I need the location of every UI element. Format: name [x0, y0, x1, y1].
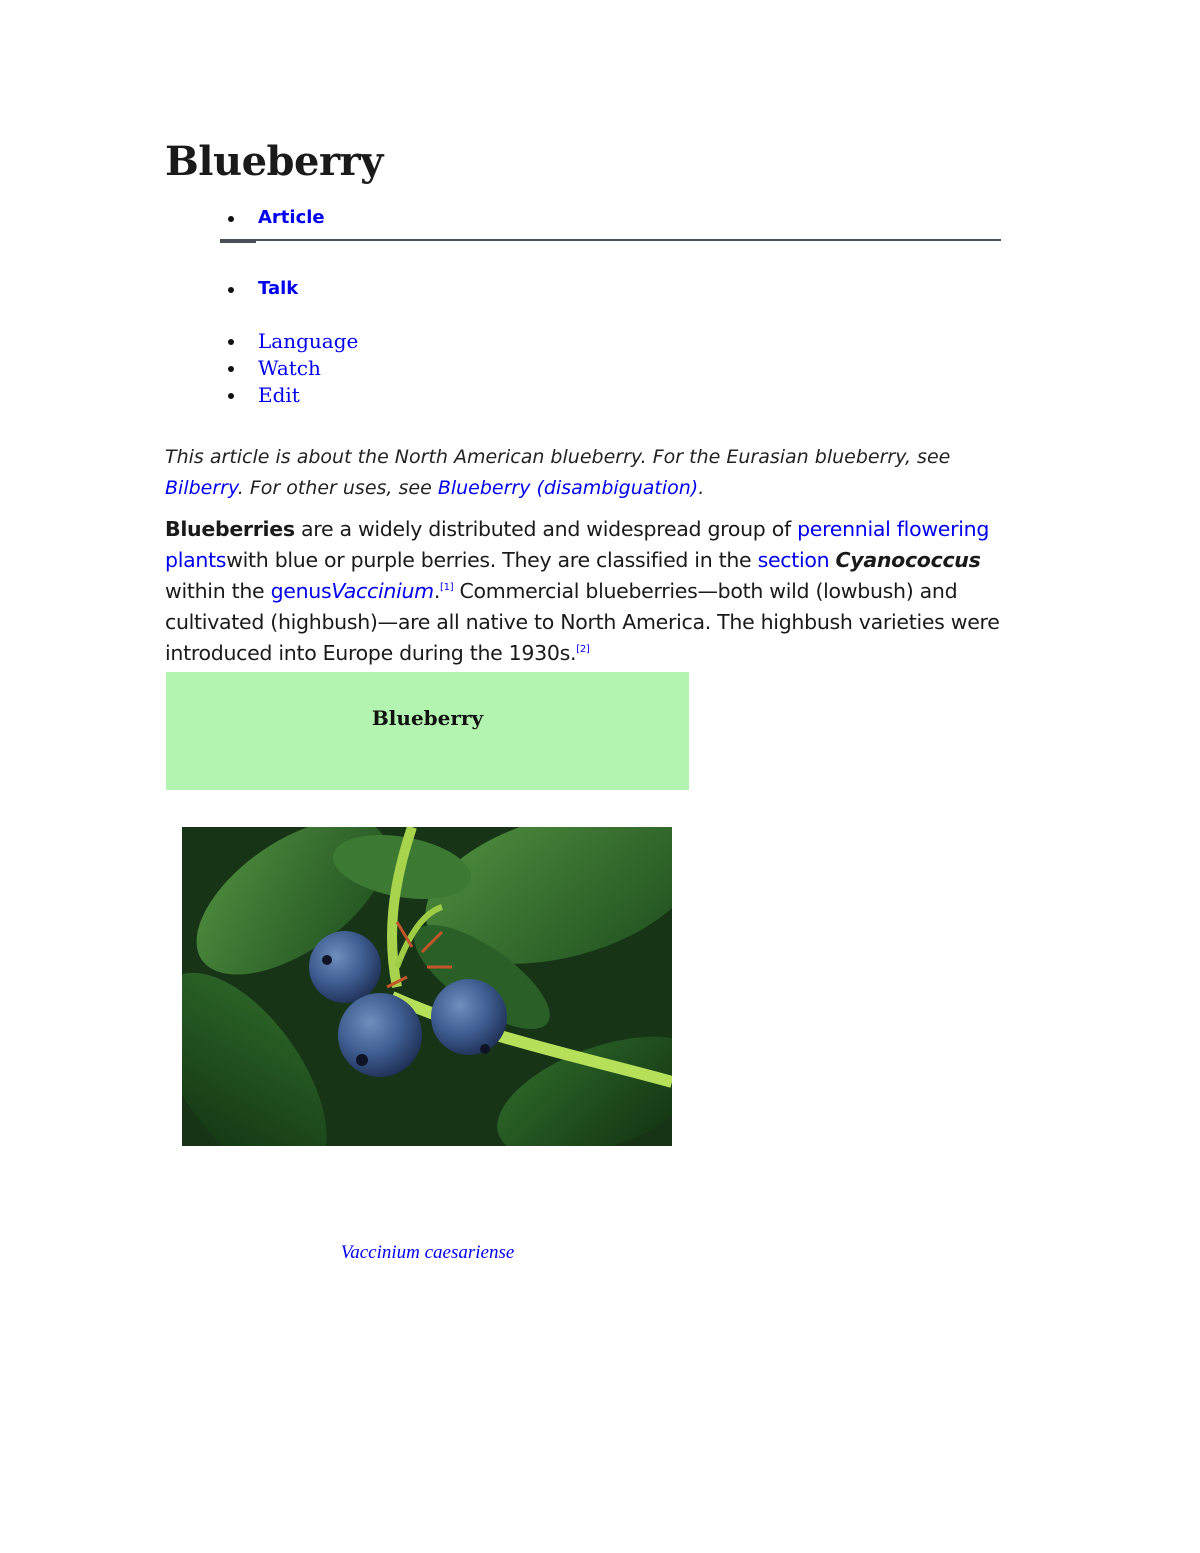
action-language[interactable] [222, 328, 358, 355]
reference-2[interactable]: [2] [576, 644, 590, 655]
action-edit[interactable] [222, 382, 358, 409]
action-watch[interactable] [222, 355, 358, 382]
hatnote-text: This article is about the North American blueberry. For the Eurasian blueberry, see [165, 446, 951, 468]
page-title: Blueberry [165, 138, 383, 185]
lead-text: . [433, 579, 441, 603]
lead-text: Commercial blueberries—both wild (lowbush) and cultivated (highbush)—are all native to North America. The highbush varieties were introduced into Europe during the 1930s. [165, 579, 1000, 665]
watch-link[interactable]: Watch [258, 356, 321, 380]
tab-talk-link[interactable]: Talk [258, 278, 299, 299]
infobox-header [166, 672, 689, 790]
language-link[interactable]: Language [258, 329, 359, 353]
page-actions [222, 328, 358, 409]
image-caption[interactable]: Vaccinium caesariense [340, 1242, 515, 1263]
section-link[interactable]: section [757, 548, 830, 572]
tab-divider [220, 239, 1001, 241]
infobox-title: Blueberry [371, 706, 484, 730]
hatnote-text: . [698, 477, 705, 499]
genus-link[interactable]: genus [270, 579, 332, 603]
edit-link[interactable]: Edit [258, 383, 300, 407]
tab-list-talk [222, 278, 298, 299]
taxon-name: Cyanococcus [835, 548, 981, 572]
lead-text: are a widely distributed and widespread group of [294, 517, 798, 541]
tab-list-article [222, 207, 325, 228]
perennial-plants-link[interactable]: perennial flowering plants [165, 517, 990, 572]
tab-article-link[interactable]: Article [258, 207, 325, 228]
lead-text: with blue or purple berries. They are classified in the [226, 548, 758, 572]
vaccinium-link[interactable]: Vaccinium [331, 579, 434, 603]
tab-article[interactable] [222, 207, 325, 228]
bilberry-link[interactable]: Bilberry [165, 477, 238, 499]
hatnote [165, 442, 985, 504]
lead-subject: Blueberries [165, 517, 295, 541]
hatnote-text: . For other uses, see [237, 477, 438, 499]
reference-1[interactable]: [1] [440, 582, 454, 593]
active-tab-indicator [220, 239, 256, 243]
disambiguation-link[interactable]: Blueberry (disambiguation) [437, 477, 699, 499]
lead-text: within the [165, 579, 271, 603]
lead-paragraph [165, 514, 1045, 669]
tab-talk[interactable] [222, 278, 298, 299]
blueberry-photo[interactable] [182, 827, 672, 1146]
